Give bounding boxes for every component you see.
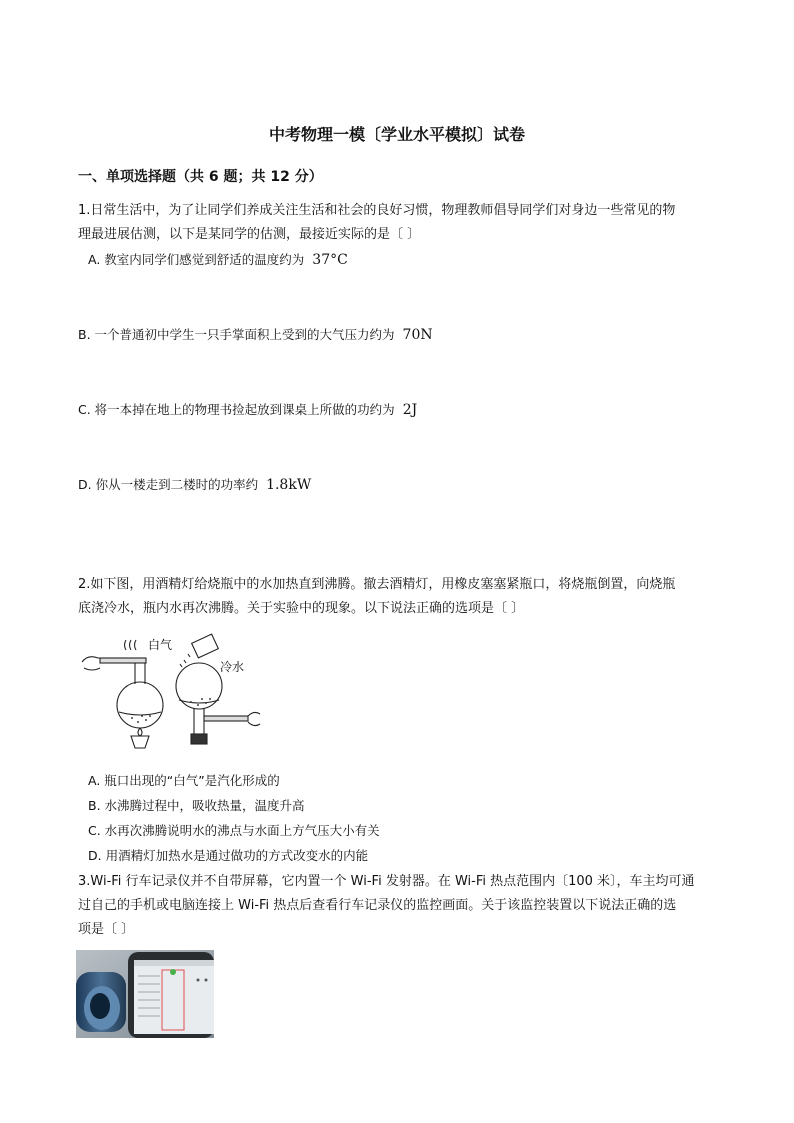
q1-option-d-text: D. 你从一楼走到二楼时的功率约 [78,477,259,492]
q1-option-b [78,326,433,344]
section-heading: 一、单项选择题（共 6 题；共 12 分） [78,169,323,185]
q1-stem-line2: 理最进展估测，以下是某同学的估测，最接近实际的是〔 〕 [78,227,421,242]
q2-option-c: C. 水再次沸腾说明水的沸点与水面上方气压大小有关 [88,823,380,838]
dashcam-phone-photo [76,950,214,1038]
q1-option-a [88,251,348,269]
q3-stem-line2: 过自己的手机或电脑连接上 Wi-Fi 热点后查看行车记录仪的监控画面。关于该监控装置以下说法正确的选 [78,898,677,913]
exam-title: 中考物理一模〔学业水平模拟〕试卷 [268,125,525,144]
q1-option-b-value: 70N [402,327,433,343]
q2-stem-line1: 2.如下图，用酒精灯给烧瓶中的水加热直到沸腾。撤去酒精灯，用橡皮塞塞紧瓶口，将烧瓶倒置，向烧瓶 [78,577,676,592]
q1-stem-line1: 1.日常生活中，为了让同学们养成关注生活和社会的良好习惯，物理教师倡导同学们对身边一些常见的物 [78,203,676,218]
q2-option-d: D. 用酒精灯加热水是通过做功的方式改变水的内能 [88,848,369,863]
q1-option-a-value: 37°C [312,252,348,268]
q1-option-c-value: 2J [402,402,418,418]
q1-option-a-text: A. 教室内同学们感觉到舒适的温度约为 [88,252,305,267]
q2-stem-line2: 底浇冷水，瓶内水再次沸腾。关于实验中的现象。以下说法正确的选项是〔 〕 [78,601,525,616]
boiling-flask-figure [76,632,261,754]
q2-option-b: B. 水沸腾过程中，吸收热量，温度升高 [88,798,305,813]
q3-stem-line1: 3.Wi-Fi 行车记录仪并不自带屏幕，它内置一个 Wi-Fi 发射器。在 Wi-Fi 热点范围内〔100 米〕，车主均可通 [78,874,695,889]
q2-option-a: A. 瓶口出现的“白气”是汽化形成的 [88,773,280,788]
figure-label-cold-water: 冷水 [220,660,245,674]
q1-option-c [78,401,417,419]
figure-label-steam: 白气 [148,638,173,652]
q1-option-c-text: C. 将一本掉在地上的物理书捡起放到课桌上所做的功约为 [78,402,395,417]
q3-stem-line3: 项是〔 〕 [78,922,135,937]
q1-option-d [78,476,311,494]
q1-option-d-value: 1.8kW [266,477,312,493]
q1-option-b-text: B. 一个普通初中学生一只手掌面积上受到的大气压力约为 [78,327,395,342]
